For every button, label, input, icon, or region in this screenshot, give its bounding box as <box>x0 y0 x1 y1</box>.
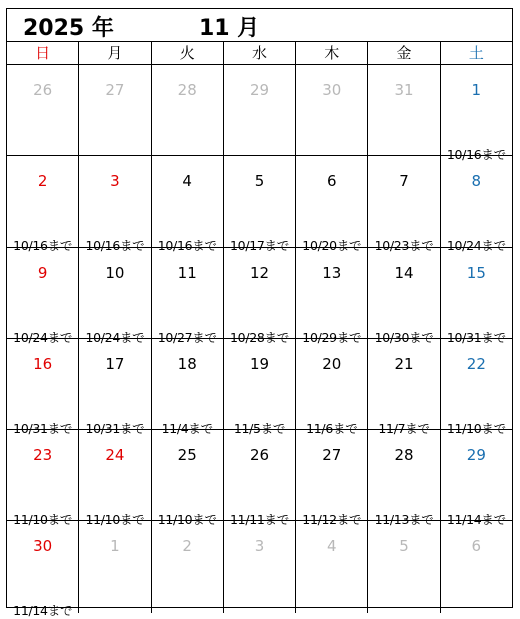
calendar-day-cell[interactable] <box>152 521 224 612</box>
deadline-note: 10/28まで <box>230 329 289 345</box>
deadline-note: 10/24まで <box>13 329 73 345</box>
deadline-note: 11/10まで <box>157 512 217 528</box>
day-number: 30 <box>33 537 53 556</box>
deadline-note: 11/12まで <box>302 512 362 528</box>
day-number: 25 <box>177 446 197 465</box>
day-number: 30 <box>322 81 342 99</box>
calendar-day-cell[interactable] <box>152 430 224 528</box>
day-number: 23 <box>33 446 53 465</box>
deadline-note: 11/5まで <box>233 420 286 436</box>
deadline-note: 10/31まで <box>85 420 145 436</box>
calendar-day-cell[interactable] <box>7 339 79 436</box>
deadline-note: 11/11まで <box>230 512 289 528</box>
day-number: 26 <box>33 81 53 99</box>
deadline-note: 10/16まで <box>85 238 145 254</box>
calendar-day-cell[interactable] <box>441 65 512 162</box>
calendar-day-cell[interactable] <box>79 248 151 345</box>
calendar-day-cell[interactable] <box>224 521 296 612</box>
calendar-day-cell[interactable] <box>152 339 224 436</box>
deadline-note: 10/16まで <box>446 147 506 162</box>
calendar-week-row <box>7 521 512 619</box>
day-number: 6 <box>326 172 337 191</box>
calendar-day-cell[interactable] <box>79 339 151 436</box>
day-number: 29 <box>466 446 486 465</box>
day-number: 29 <box>249 81 270 99</box>
deadline-note: 11/10まで <box>13 512 73 528</box>
calendar-day-cell[interactable] <box>7 65 79 155</box>
calendar-day-cell[interactable] <box>152 65 224 155</box>
calendar-day-cell[interactable] <box>296 430 368 528</box>
day-number: 4 <box>326 537 337 556</box>
weekday-sat: 土 <box>468 44 484 62</box>
calendar-day-cell[interactable] <box>368 521 440 612</box>
day-number: 31 <box>394 81 414 99</box>
calendar-day-cell[interactable] <box>7 521 79 619</box>
calendar-day-cell[interactable] <box>224 339 296 436</box>
day-number: 27 <box>105 81 125 99</box>
deadline-note: 11/6まで <box>306 420 358 436</box>
calendar-week-row <box>7 65 512 162</box>
day-number: 2 <box>182 537 192 556</box>
calendar-day-cell[interactable] <box>7 156 79 254</box>
day-number: 17 <box>105 354 125 373</box>
day-number: 20 <box>322 354 342 373</box>
calendar-day-cell[interactable] <box>368 339 440 436</box>
day-number: 21 <box>394 354 414 373</box>
calendar-day-cell[interactable] <box>441 430 512 528</box>
calendar-day-cell[interactable] <box>296 248 368 345</box>
weekday-header-row <box>7 42 512 65</box>
day-number: 3 <box>254 537 265 556</box>
deadline-note: 10/29まで <box>302 329 362 345</box>
deadline-note: 10/27まで <box>157 329 217 345</box>
calendar-day-cell[interactable] <box>441 248 512 345</box>
calendar-day-cell[interactable] <box>79 430 151 528</box>
calendar-month: 11 月 <box>199 16 260 41</box>
calendar-day-cell[interactable] <box>296 521 368 612</box>
calendar-day-cell[interactable] <box>224 156 296 254</box>
calendar-week-row <box>7 248 512 345</box>
weekday-tue: 火 <box>152 42 224 64</box>
deadline-note: 10/16まで <box>13 238 73 254</box>
deadline-note: 10/23まで <box>374 238 434 254</box>
deadline-note: 10/16まで <box>157 238 217 254</box>
weekday-sun: 日 <box>7 42 79 64</box>
calendar-day-cell[interactable] <box>79 521 151 612</box>
calendar-day-cell[interactable] <box>368 156 440 254</box>
calendar-week-row <box>7 156 512 254</box>
day-number: 19 <box>249 354 270 373</box>
day-number: 15 <box>466 263 486 282</box>
day-number: 28 <box>177 81 197 99</box>
deadline-note: 10/24まで <box>446 238 506 254</box>
deadline-note: 11/10まで <box>85 512 145 528</box>
day-number: 1 <box>110 537 120 556</box>
calendar-day-cell[interactable] <box>296 65 368 155</box>
day-number: 6 <box>471 537 482 556</box>
calendar-day-cell[interactable] <box>224 248 296 345</box>
calendar-day-cell[interactable] <box>296 339 368 436</box>
deadline-note: 10/20まで <box>302 238 362 254</box>
day-number: 12 <box>249 263 270 282</box>
calendar-day-cell[interactable] <box>441 156 512 254</box>
day-number: 3 <box>110 172 120 191</box>
deadline-note: 10/24まで <box>85 329 145 345</box>
deadline-note: 11/14まで <box>13 603 73 619</box>
day-number: 9 <box>37 263 48 282</box>
deadline-note: 11/7まで <box>378 420 430 436</box>
calendar-day-cell[interactable] <box>7 248 79 345</box>
calendar-day-cell[interactable] <box>441 339 512 436</box>
day-number: 14 <box>394 263 414 282</box>
calendar-week-row <box>7 430 512 528</box>
deadline-note: 10/31まで <box>446 329 506 345</box>
calendar-week-row <box>7 339 512 436</box>
deadline-note: 10/30まで <box>374 329 434 345</box>
calendar-day-cell[interactable] <box>79 156 151 254</box>
day-number: 16 <box>33 354 53 373</box>
calendar-day-cell[interactable] <box>224 430 296 528</box>
day-number: 5 <box>399 537 409 556</box>
calendar-day-cell[interactable] <box>296 156 368 254</box>
day-number: 8 <box>471 172 482 191</box>
weekday-fri: 金 <box>368 42 440 64</box>
calendar-day-cell[interactable] <box>368 430 440 528</box>
day-number: 27 <box>322 446 342 465</box>
deadline-note: 10/17まで <box>230 238 289 254</box>
day-number: 22 <box>466 354 486 373</box>
day-number: 5 <box>254 172 265 191</box>
calendar-weeks <box>7 65 512 619</box>
calendar-day-cell[interactable] <box>79 65 151 155</box>
weekday-wed: 水 <box>224 42 296 64</box>
day-number: 4 <box>182 172 192 191</box>
day-number: 26 <box>249 446 270 465</box>
calendar-day-cell[interactable] <box>224 65 296 155</box>
deadline-note: 10/31まで <box>13 420 73 436</box>
calendar-day-cell[interactable] <box>7 430 79 528</box>
day-number: 28 <box>394 446 414 465</box>
calendar-title <box>7 9 512 41</box>
deadline-note: 11/13まで <box>374 512 434 528</box>
deadline-note: 11/14まで <box>446 512 506 528</box>
day-number: 1 <box>471 81 482 99</box>
weekday-mon: 月 <box>79 42 151 64</box>
deadline-note: 11/10まで <box>446 420 506 436</box>
calendar-grid <box>7 41 512 619</box>
day-number: 2 <box>37 172 48 191</box>
calendar-day-cell[interactable] <box>152 248 224 345</box>
calendar <box>6 8 513 619</box>
day-number: 18 <box>177 354 197 373</box>
day-number: 7 <box>399 172 409 191</box>
calendar-day-cell[interactable] <box>368 248 440 345</box>
day-number: 24 <box>105 446 125 465</box>
calendar-day-cell[interactable] <box>368 65 440 155</box>
day-number: 13 <box>322 263 342 282</box>
calendar-year: 2025 年 <box>23 16 114 41</box>
calendar-day-cell[interactable] <box>441 521 512 612</box>
day-number: 10 <box>105 263 125 282</box>
calendar-day-cell[interactable] <box>152 156 224 254</box>
weekday-thu: 木 <box>296 42 368 64</box>
day-number: 11 <box>177 263 197 282</box>
deadline-note: 11/4まで <box>161 420 213 436</box>
